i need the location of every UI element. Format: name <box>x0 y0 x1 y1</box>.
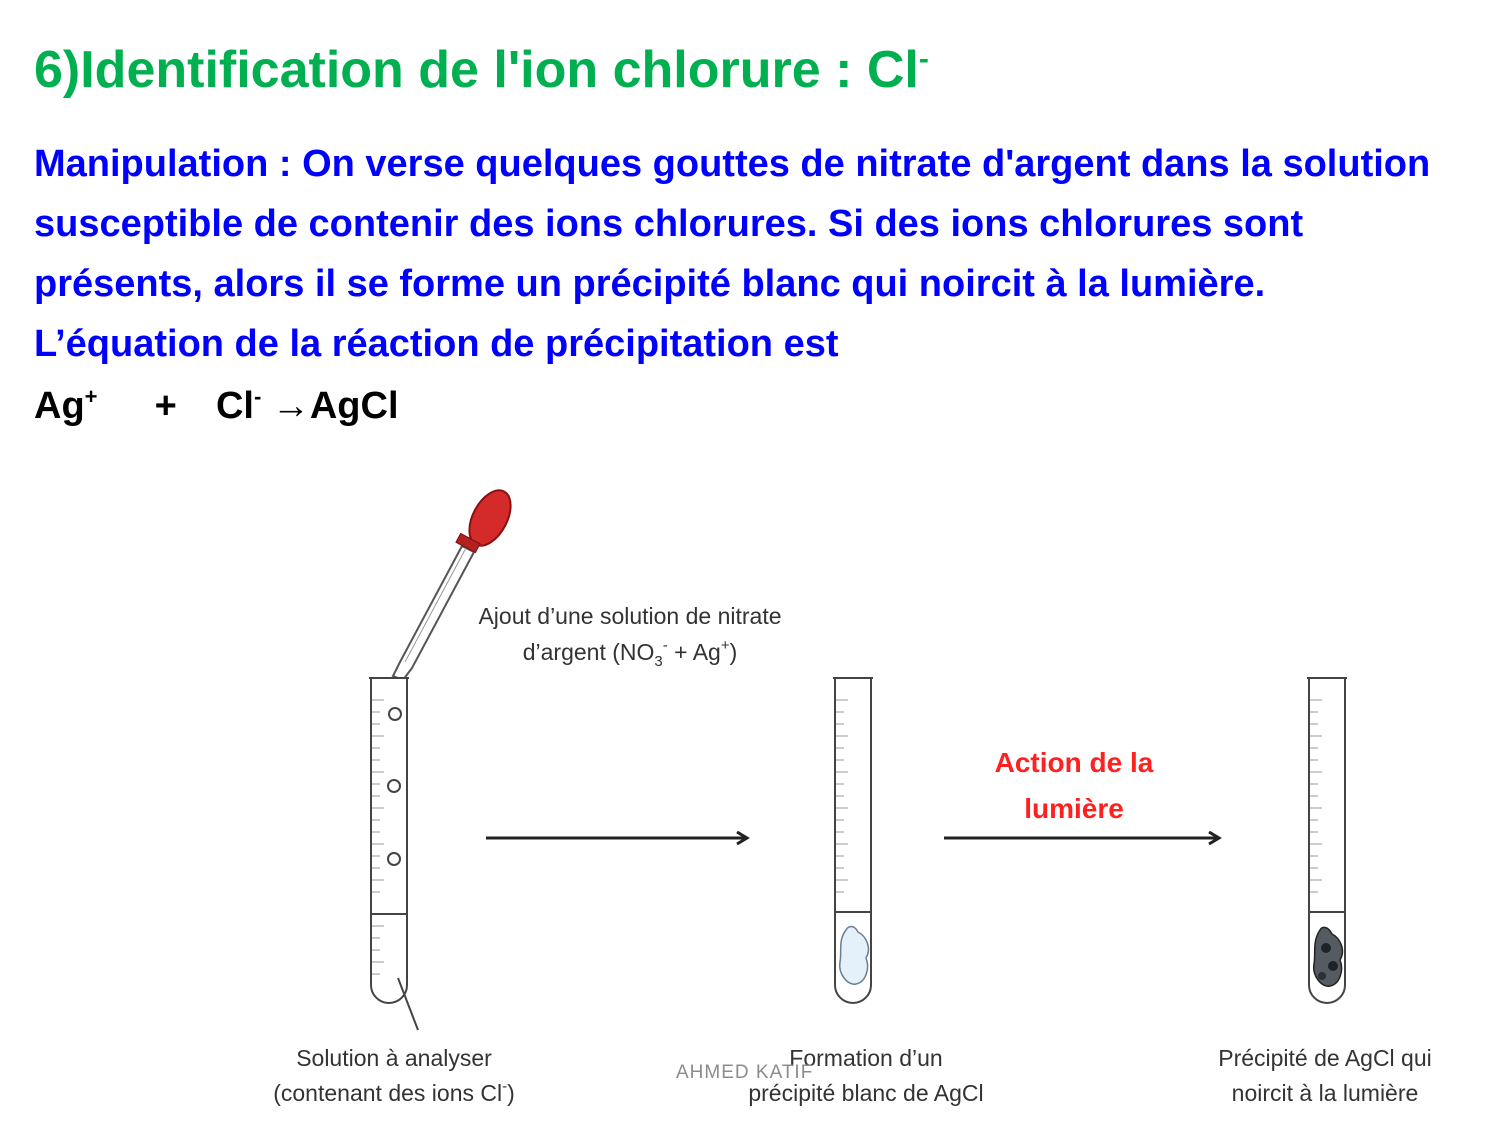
watermark: AHMED KATIF <box>676 1062 814 1083</box>
caption-formation-line2: précipité blanc de AgCl <box>748 1080 984 1106</box>
caption-solution-line2: (contenant des ions Cl-) <box>273 1078 515 1106</box>
equation-ag: Ag <box>34 384 85 427</box>
test-tube-darkened-precipitate <box>1307 678 1347 1003</box>
caption-formation-line1: Formation d’un <box>789 1045 943 1071</box>
caption-darkened-line1: Précipité de AgCl qui <box>1218 1045 1432 1071</box>
equation-plus: + <box>154 384 177 427</box>
equation-ag-charge: + <box>84 384 98 409</box>
caption-darkened-line2: noircit à la lumière <box>1231 1080 1419 1106</box>
test-tube-solution <box>369 678 418 1030</box>
light-label-line1: Action de la <box>994 747 1154 778</box>
title-text: 6)Identification de l'ion chlorure : Cl <box>34 41 919 99</box>
dropper-label-line1: Ajout d’une solution de nitrate <box>478 603 782 629</box>
title-superscript: - <box>918 42 929 76</box>
equation-cl: Cl <box>215 384 254 427</box>
light-label-line2: lumière <box>1024 793 1124 824</box>
dropper-label-line2: d’argent $(NO_3^- + Ag^+)$ <box>522 637 738 670</box>
dropper-pipette <box>393 484 519 680</box>
equation-product: →AgCl <box>271 384 399 427</box>
manipulation-paragraph: Manipulation : On verse quelques gouttes de nitrate d'argent dans la solution susceptible de contenir des ions chlorures. Si des ions chlorures sont présents, alors il se forme un précipité blanc qui noircit à la lumière. L’équation de la réaction de précipitation est <box>34 143 1431 365</box>
equation-cl-charge: - <box>253 384 262 409</box>
caption-solution-line1: Solution à analyser <box>296 1045 492 1071</box>
test-tube-white-precipitate <box>833 678 873 1003</box>
